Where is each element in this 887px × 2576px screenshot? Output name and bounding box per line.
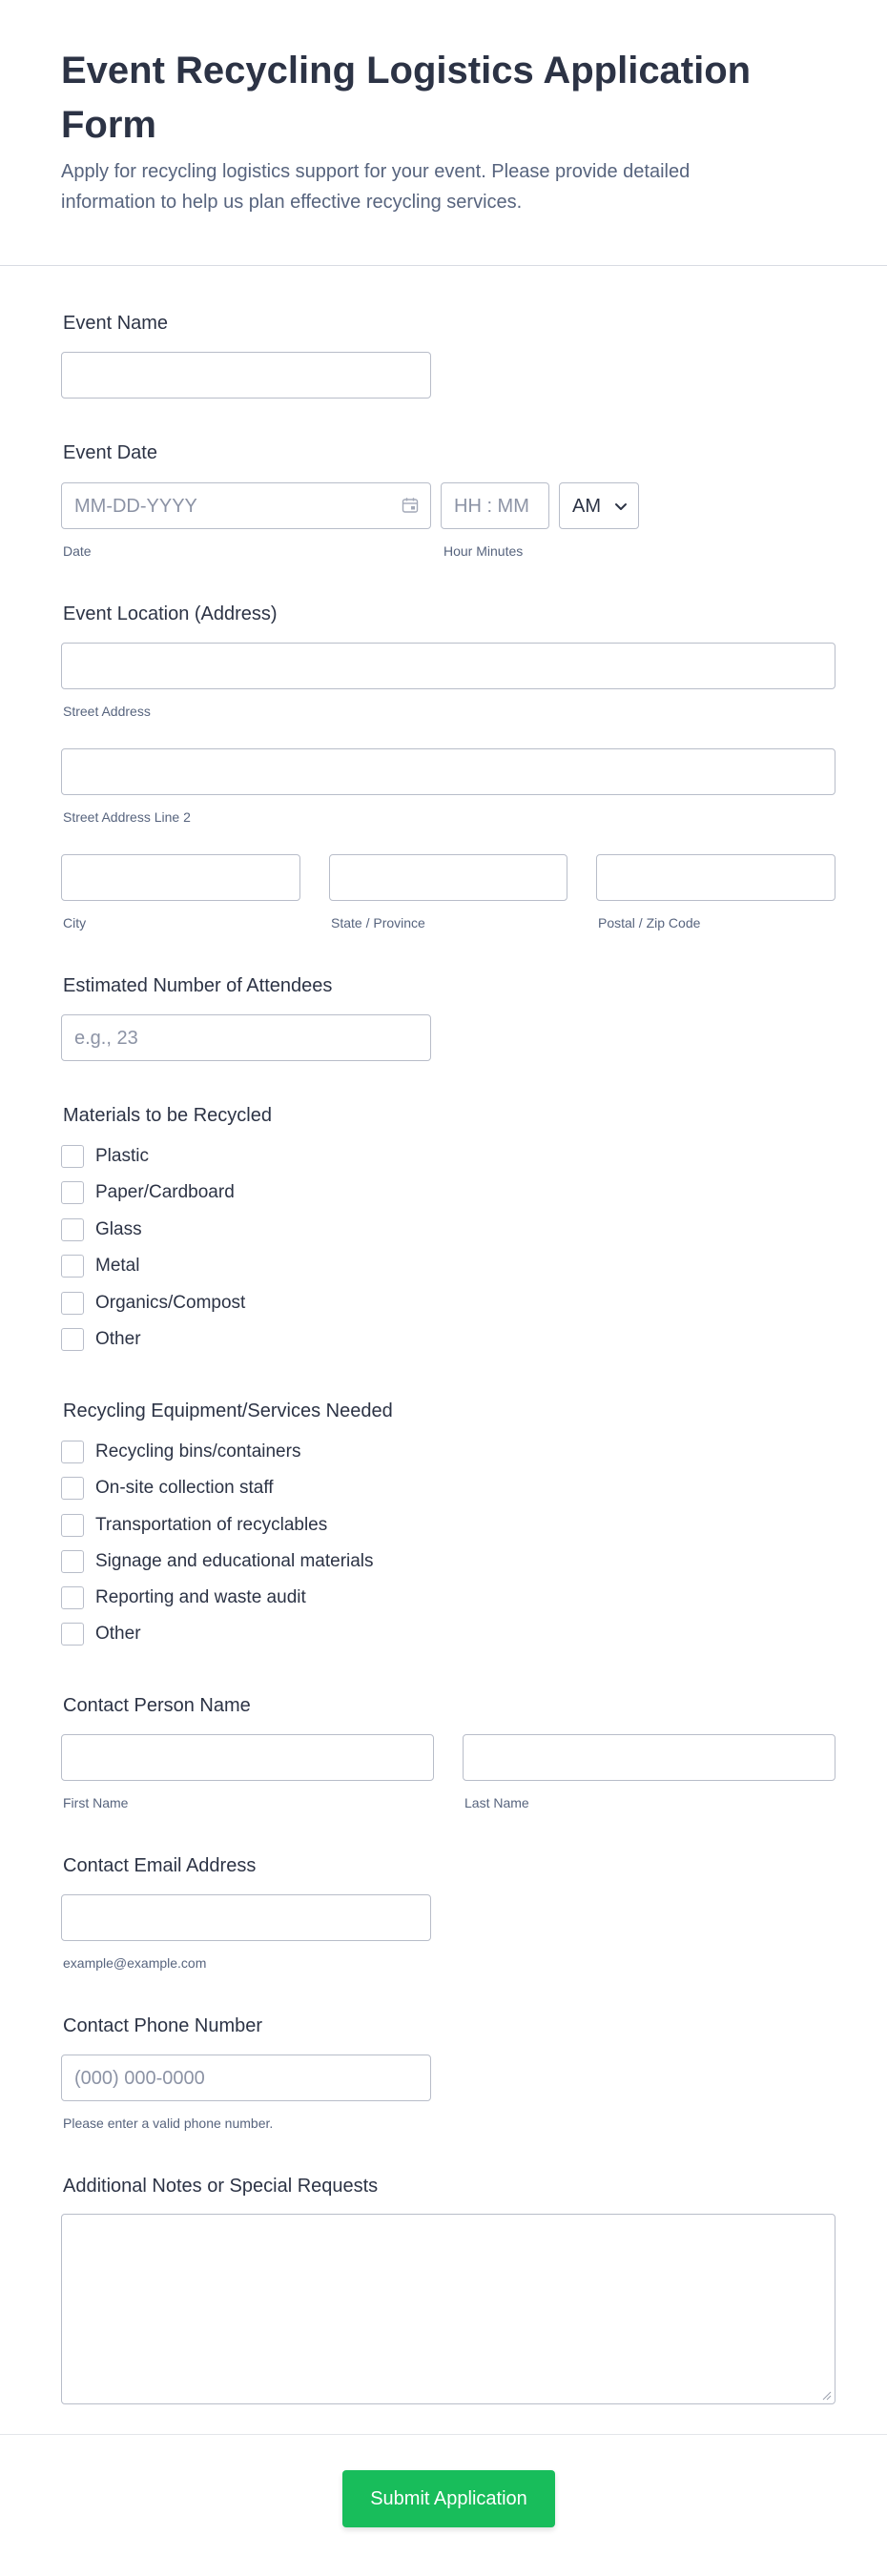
city-sublabel: City [63,915,87,930]
contact-name-label: Contact Person Name [63,1695,251,1716]
notes-label: Additional Notes or Special Requests [63,2176,379,2197]
checkbox[interactable] [61,1255,84,1278]
street-address-2-input[interactable] [61,748,835,795]
checkbox-label: Glass [95,1219,142,1239]
checkbox[interactable] [61,1477,84,1500]
calendar-icon[interactable] [402,497,419,514]
city-input[interactable] [61,854,300,901]
checkbox[interactable] [61,1218,84,1241]
attendees-placeholder: e.g., 23 [74,1028,138,1049]
street-address-2-sublabel: Street Address Line 2 [63,809,191,825]
equipment-label: Recycling Equipment/Services Needed [63,1400,393,1421]
contact-email-label: Contact Email Address [63,1855,257,1876]
form-subtitle: Apply for recycling logistics support for your event. Please provide detailed information to help us plan effective recycling services. [61,161,691,213]
last-name-input[interactable] [463,1734,835,1781]
form-header [0,0,887,266]
attendees-label: Estimated Number of Attendees [63,975,333,996]
event-time-sublabel: Hour Minutes [444,543,524,559]
street-address-input[interactable] [61,643,835,689]
first-name-input[interactable] [61,1734,434,1781]
state-sublabel: State / Province [331,915,425,930]
event-date-label: Event Date [63,442,157,463]
checkbox-label: Paper/Cardboard [95,1182,235,1202]
notes-textarea[interactable] [61,2214,835,2404]
event-date-sublabel: Date [63,543,92,559]
checkbox[interactable] [61,1181,84,1204]
phone-placeholder: (000) 000-0000 [74,2068,205,2089]
checkbox[interactable] [61,1292,84,1315]
attendees-input[interactable] [61,1014,431,1061]
chevron-down-icon [613,499,629,514]
phone-sublabel: Please enter a valid phone number. [63,2116,274,2131]
checkbox[interactable] [61,1328,84,1351]
event-time-placeholder: HH : MM [454,496,529,517]
event-date-input[interactable] [61,482,431,529]
event-date-placeholder: MM-DD-YYYY [74,496,197,517]
checkbox[interactable] [61,1550,84,1573]
event-name-input[interactable] [61,352,431,399]
resize-handle-icon[interactable] [820,2389,832,2401]
first-name-sublabel: First Name [63,1795,129,1810]
checkbox-label: Plastic [95,1146,149,1166]
ampm-value: AM [572,496,601,517]
postal-input[interactable] [596,854,835,901]
checkbox-label: Transportation of recyclables [95,1515,328,1535]
checkbox[interactable] [61,1586,84,1609]
checkbox[interactable] [61,1441,84,1463]
footer-divider [0,2434,887,2435]
checkbox[interactable] [61,1145,84,1168]
event-name-label: Event Name [63,313,169,334]
checkbox-label: Recycling bins/containers [95,1441,301,1462]
street-address-sublabel: Street Address [63,704,151,719]
phone-field[interactable] [61,2055,431,2101]
form-title: Event Recycling Logistics Application Form [61,50,752,146]
checkbox-label: On-site collection staff [95,1478,274,1498]
contact-phone-label: Contact Phone Number [63,2015,263,2036]
materials-label: Materials to be Recycled [63,1105,272,1126]
checkbox[interactable] [61,1623,84,1646]
event-time-input[interactable] [441,482,549,529]
last-name-sublabel: Last Name [464,1795,529,1810]
checkbox-label: Other [95,1329,141,1349]
email-field[interactable] [61,1894,431,1941]
ampm-select[interactable] [559,482,639,529]
checkbox-label: Other [95,1624,141,1644]
checkbox-label: Organics/Compost [95,1293,246,1313]
checkbox-label: Signage and educational materials [95,1551,374,1571]
email-sublabel: example@example.com [63,1955,207,1971]
submit-button[interactable]: Submit Application [342,2470,555,2527]
checkbox[interactable] [61,1514,84,1537]
checkbox-label: Reporting and waste audit [95,1587,306,1607]
location-label: Event Location (Address) [63,603,278,624]
postal-sublabel: Postal / Zip Code [598,915,701,930]
checkbox-label: Metal [95,1256,140,1276]
state-input[interactable] [329,854,567,901]
